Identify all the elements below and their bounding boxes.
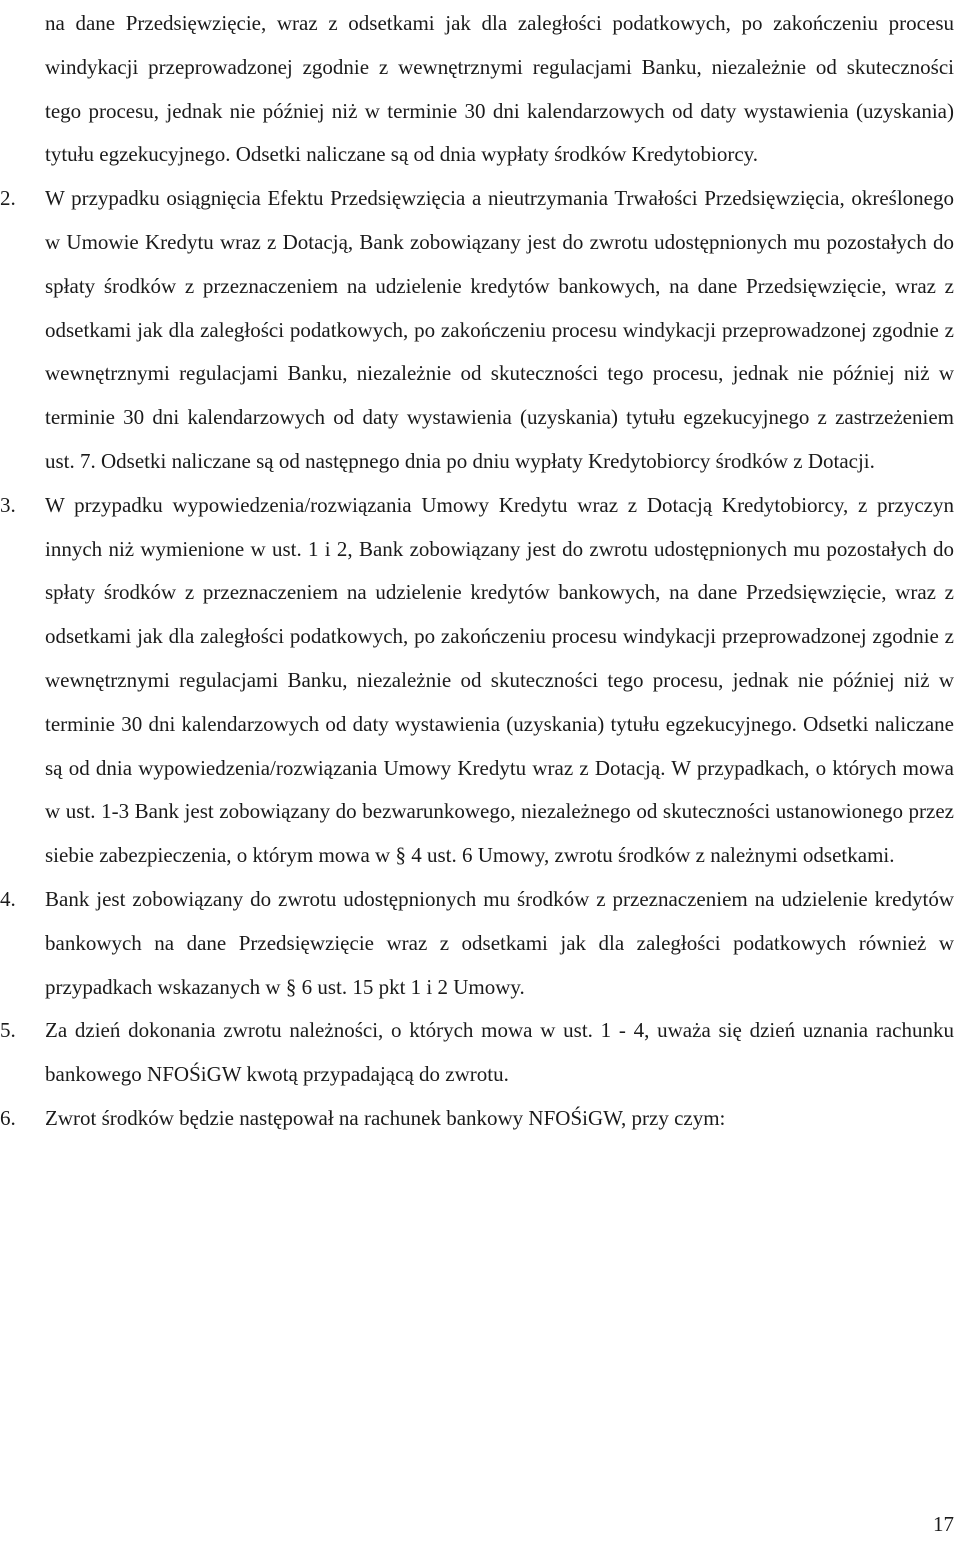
paragraph-5	[0, 1009, 960, 1097]
paragraph-number: 2.	[0, 186, 16, 211]
paragraph-number: 5.	[0, 1018, 16, 1043]
paragraph-number: 4.	[0, 886, 16, 911]
paragraph-text: W przypadku wypowiedzenia/rozwiązania Umowy Kredytu wraz z Dotacją Kredytobiorcy, z przyczyn innych niż wymienione w ust. 1 i 2, Bank zobowiązany jest do zwrotu udostępnionych mu pozostałych do spłaty środków z przeznaczeniem na udzielenie kredytów bankowych, na dane Przedsięwzięcie, wraz z odsetkami jak dla zaległości podatkowych, po zakończeniu procesu windykacji przeprowadzonej zgodnie z wewnętrznymi regulacjami Banku, niezależnie od skuteczności tego procesu, jednak nie później niż w terminie 30 dni kalendarzowych od daty wystawienia (uzyskania) tytułu egzekucyjnego. Odsetki naliczane są od dnia wypowiedzenia/rozwiązania Umowy Kredytu wraz z Dotacją. W przypadkach, o których mowa w ust. 1-3 Bank jest zobowiązany do bezwarunkowego, niezależnego od skuteczności ustanowionego przez siebie zabezpieczenia, o którym mowa w § 4 ust. 6 Umowy, zwrotu środków z należnymi odsetkami.	[45, 492, 954, 868]
paragraph-text: Bank jest zobowiązany do zwrotu udostępnionych mu środków z przeznaczeniem na udzielenie kredytów bankowych na dane Przedsięwzięcie wraz z odsetkami jak dla zaległości podatkowych również w przypadkach wskazanych w § 6 ust. 15 pkt 1 i 2 Umowy.	[45, 886, 954, 999]
paragraph-continuation	[0, 2, 960, 177]
document-page	[0, 2, 960, 1141]
paragraph-number: 6.	[0, 1105, 16, 1130]
page-number: 17	[933, 1512, 954, 1536]
paragraph-3	[0, 484, 960, 878]
paragraph-number: 3.	[0, 492, 16, 517]
paragraph-text: na dane Przedsięwzięcie, wraz z odsetkami jak dla zaległości podatkowych, po zakończeniu procesu windykacji przeprowadzonej zgodnie z wewnętrznymi regulacjami Banku, niezależnie od skuteczności tego procesu, jednak nie później niż w terminie 30 dni kalendarzowych od daty wystawienia (uzyskania) tytułu egzekucyjnego. Odsetki naliczane są od dnia wypłaty środków Kredytobiorcy.	[45, 11, 954, 167]
paragraph-text: Zwrot środków będzie następował na rachunek bankowy NFOŚiGW, przy czym:	[45, 1105, 726, 1130]
paragraph-4	[0, 878, 960, 1009]
paragraph-6	[0, 1097, 960, 1141]
paragraph-text: W przypadku osiągnięcia Efektu Przedsięwzięcia a nieutrzymania Trwałości Przedsięwzięcia, określonego w Umowie Kredytu wraz z Dotacją, Bank zobowiązany jest do zwrotu udostępnionych mu pozostałych do spłaty środków z przeznaczeniem na udzielenie kredytów bankowych, na dane Przedsięwzięcie, wraz z odsetkami jak dla zaległości podatkowych, po zakończeniu procesu windykacji przeprowadzonej zgodnie z wewnętrznymi regulacjami Banku, niezależnie od skuteczności tego procesu, jednak nie później niż w terminie 30 dni kalendarzowych od daty wystawienia (uzyskania) tytułu egzekucyjnego z zastrzeżeniem ust. 7. Odsetki naliczane są od następnego dnia po dniu wypłaty Kredytobiorcy środków z Dotacji.	[45, 186, 954, 473]
paragraph-2	[0, 177, 960, 484]
paragraph-text: Za dzień dokonania zwrotu należności, o których mowa w ust. 1 - 4, uważa się dzień uznania rachunku bankowego NFOŚiGW kwotą przypadającą do zwrotu.	[45, 1018, 954, 1087]
